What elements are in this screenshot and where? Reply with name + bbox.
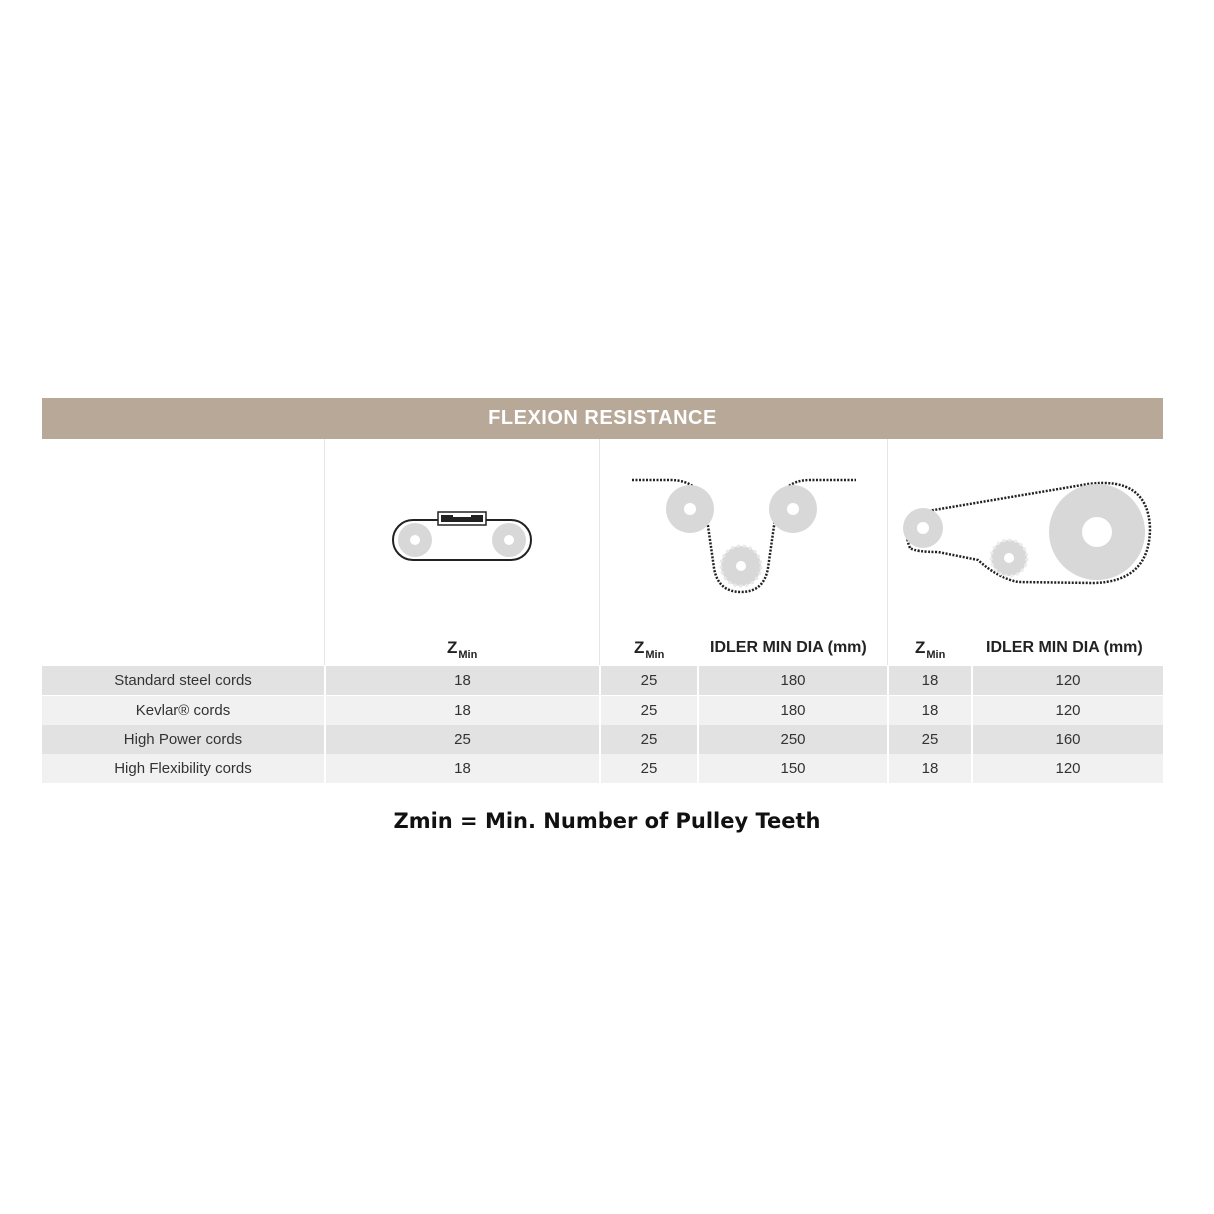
row-label: Kevlar® cords [135,702,231,719]
cell-value: 250 [780,731,806,748]
cell-value: 180 [780,672,806,689]
table-row [42,725,1163,754]
column-divider [599,439,600,665]
cell-value: 120 [1055,760,1081,777]
cell-value: 18 [921,760,939,777]
table-row [42,754,1163,783]
zmin-header: $Z_{Min}$ [915,638,946,661]
cell-value: 25 [454,731,471,748]
footnote: Zmin = Min. Number of Pulley Teeth [393,809,821,833]
row-label: High Flexibility cords [114,760,252,777]
cell-value: 180 [780,702,806,719]
drive-idler-diagram [898,478,1156,590]
cell-value: 18 [454,672,471,689]
cell-value: 120 [1055,702,1081,719]
cell-value: 18 [921,672,939,689]
cell-value: 25 [640,760,658,777]
zmin-header: $Z_{Min}$ [447,638,478,661]
column-divider [887,439,888,665]
serpentine-idler-diagram [630,472,860,604]
idler-min-dia-header: IDLER MIN DIA (mm) [986,639,1143,656]
table-title: FLEXION RESISTANCE [42,398,1163,439]
idler-min-dia-header: IDLER MIN DIA (mm) [710,639,867,656]
cell-value: 18 [454,702,471,719]
cell-value: 160 [1055,731,1081,748]
cell-value: 120 [1055,672,1081,689]
flexion-resistance-table [42,398,1163,786]
cell-value: 18 [921,702,939,719]
cell-value: 18 [454,760,471,777]
zmin-header: $Z_{Min}$ [634,638,665,661]
diagram-header-area [42,439,1163,665]
table-row [42,666,1163,695]
two-pulley-clamp-diagram [387,507,537,569]
row-label: High Power cords [123,731,243,748]
cell-value: 150 [780,760,806,777]
cell-value: 25 [640,702,658,719]
cell-value: 25 [640,672,658,689]
column-divider [324,439,325,665]
row-label: Standard steel cords [114,672,252,689]
cell-value: 25 [640,731,658,748]
table-row [42,696,1163,725]
cell-value: 25 [921,731,939,748]
